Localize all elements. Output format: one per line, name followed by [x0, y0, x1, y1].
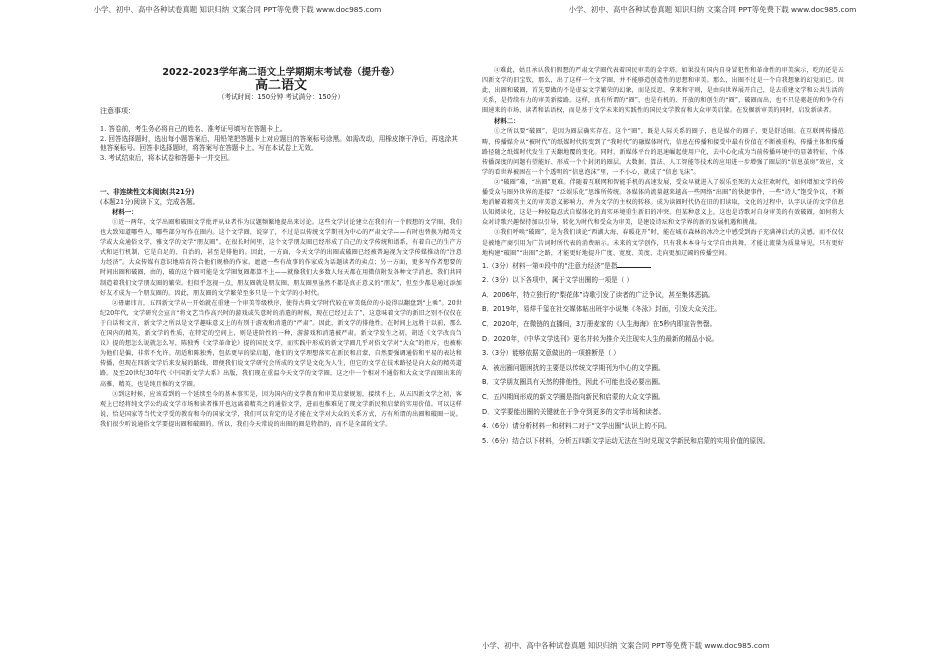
question-1: 1.（3分）材料一第①段中的“注意力经济”是指	[482, 259, 844, 274]
note-item: 3. 考试结束后，将本试卷和答题卡一并交回。	[100, 153, 234, 162]
question-4: 4.（6分）请分析材料一和材料二对于“文学出圈”认识上的不同。	[482, 422, 671, 431]
material-1-paragraph: ③到这时候，应该看到的一个延续至今的基本事实是，因为国内的文学教育和审美启蒙规划，接续不上，从五四新文学之初，客观上已经将纯文学公约或文学市场和读者推开也远离着精英之的通俗文学，进而也推难见了现文学新民和启蒙的实用价值。可以这样说，恰是国家等当代文学受的教育和今的国家文学，我们可以肯定的是才能在文学对大众的关系方式，方有所谓的出圈和破圈一说。我们很少听说通俗文学要提出圈和破圈的。所以，我们今天常说的出圈的圈是特指的，而不是全部的文学。	[100, 390, 462, 428]
material-2-paragraph: ①之所以要“破圈”，是因为圈层确实存在。这个“圈”，既是人际关系的圈子，也是媒介的圈子，更是舒适圈。在互联网传播范畴，传播媒介从“被时代”的纸媒时代转变到了“我时代”的融媒体时代，信息在传播和接受中最有价值在不断被重构。传播主体和传播路径随之纸媒时代发生了天翻地覆的变化。同时，新媒体平台的迅速崛起使用户化，去中心化成为当前传播环境中的显著特征，个体传播深度的问题有望能好、形成一个个封闭的圈层。大数据、算法、人工智能等技术的应用进一步增强了圈层的“信息茧房”效应，文学的看世界被困在一个个透明的“信息泡沫”里，一不小心，就成了“信息飞沫”。	[482, 128, 844, 176]
material-2-paragraph: ③我们呼唤“破圈”，是为我们谈论“西湖大海，春暖花开”时，能在城市森林的冰冷之中感受到海子充满神启式的灵感，而不仅仅是被地产商引用为广告词时所代表的消费暗示。未来的文学创作，只有我本本身与文学自由共舞，才能让流量为质量导见，只有更好地构建“破圈”“出圈”之路，才能更好地提升广度、宽度、美度、走向更加辽阔的传播空间。	[482, 229, 844, 257]
material-1-paragraph-4: ④难此，姑且承认我们假想的严肃文学圈代表着国民审美的金字塔。如果没有国内自身冒犯性和革命性的审美演示，吃的还是五四新文学的旧宝钦，那么，出了这样一个文学圈，并不能够造创造性的思想和审美。那么，出圈不过是一个自我想象的幻觉而已。因此，出圈和破圈，首先要做的不是虚妄文学繁荣的幻象，而是反思、拿来和守则，是由向世界展开自己，是去重建文学和公共生活的关系，是持续有力的审美新接路。这样，真有所谓的“圈”，也是有机的、开放的和创生的“圈”，破圈而出，也不只是驱赶的和争夺有圈速来的市场、读者和话语权，而是基于文学未来的实践性的国民文学教育和大众审美启蒙。在发掘新审美的同时，启发新读者。	[482, 67, 844, 115]
answer-blank[interactable]	[617, 261, 651, 268]
option-a[interactable]: A．2006年，特立独行的“梨花体”诗歌引发了读者的广泛争议，甚至集体恶搞。	[482, 290, 715, 299]
exam-info: （考试时间：150分钟 考试满分：150分）	[217, 93, 345, 101]
option-d[interactable]: D．2020年，《中华文学选刊》更名并转为推介关注现实人生的最新的精品小说。	[482, 334, 719, 343]
note-item: 1. 答卷前，考生务必将自己的姓名、准考证号填写在答题卡上。	[100, 125, 287, 133]
question-5: 5.（6分）结合以下材料，分析五四新文学运动无法在当时兑现文学新民和启蒙的实用价值的原因。	[482, 436, 770, 445]
option-d[interactable]: D．文学要能出圈的关键就在于争夺到更多的文学市场和读者。	[482, 407, 666, 416]
section-heading: 一、非连续性文本阅读(共21分)	[100, 188, 195, 196]
material-1-paragraph: ①近一两年，文学出圈和破圈文学批评从业者作为议题频繁地提出来讨论。这些文学讨论建立在我们有一个假想的文学圈，我们也大致知道哪些人、哪些部分写作在圈内。这个文学圈，说穿了，不过是以传统文学期刊为中心的严肃文学——有时也替换为精英文学或大众通俗文学，雅文学的文学“朋友圈”。在很长时间里，这个文学朋友圈已经形成了自己的文学传统和谱系，有着自己的生产方式和运行机制，它是自足的、自治的，甚至是排他的。因此，一方面，今天文学的出圈或破圈已经被普遍视为文学传媒推动的“注意力经济”。大众传媒有意识地培育符合他们规格的作家，遮遮一些有故事的作家成为话题读者的卖点；另一方面，更多写作者想要的时间出圈和破圈，由的，破的这个圈可能是文学圈复圈都算不上——就像我们大多数人每天都在用微信附发各种文学消息，我们共同制造着我们文学朋友圈的繁荣。但似乎忽视一点，朋友圈就是朋友圈，朋友圈里虽然不都是真正意义的“朋友”，但至少都是通过添加好友才成为一个朋友圈的。因此，朋友圈的文学繁荣至多只是一个文学的小时代。	[100, 219, 462, 297]
page-footer: 小学、初中、高中各种试卷真题 知识归纳 文案合同 PPT等免费下载 www.doc985.com	[482, 641, 770, 650]
option-c[interactable]: C．五四期间形成的新文学圈是指向新民和启蒙的大众文学圈。	[482, 393, 665, 402]
right-column	[482, 66, 844, 448]
option-c[interactable]: C．2020年，在微链的直播间，3万册麦家的《人生海海》在5秒内即宣告售罄。	[482, 320, 717, 329]
exam-title: 2022-2023学年高二语文上学期期末考试卷（提升卷）	[162, 67, 400, 78]
option-b[interactable]: B．文学朋友圈具有天然的排他性，因此不可能也没必要出圈。	[482, 378, 665, 387]
option-a[interactable]: A．被出圈问题困扰的主要是以传统文学期刊为中心的文学圈。	[482, 363, 665, 372]
option-b[interactable]: B．2019年，易烊千玺在社交媒体帖出班宇小说集《冬泳》封面，引发大众关注。	[482, 305, 721, 314]
left-column	[100, 64, 462, 430]
notes-heading: 注意事项：	[100, 107, 135, 115]
question-2: 2.（3分）以下各项中，属于文学出圈的一项是（ ）	[482, 276, 634, 285]
material-1-paragraph: ②毋庸讳言，五四新文学从一开始就在重建一个审美等级秩序，使得古典文学时代较在审美低位的小说得以翻盘到“上乘”。20世纪20年代，文学研究会宣言“将文艺当作高兴时的游戏或失意时的消遣的时候，现在已经过去了”，这意味着文学的新旧之别不仅仅在于白话和文言，新文学之所以是文学趣味意义上的有别于游戏和消遣的“严肃”。因此，新文学的排他性，在时间上远胜于以前，那么在国内的精英，新文学的性质，在特定的空间上，则是进阶性的一种，游游戏和消遣被严肃。新文学发生之初，胡适《文学改良刍议》提的想怎么说就怎么写，陈独秀《文学革命论》提的国民文学，而实践中形成的新文学圈几乎对俗文学对“大众”的拒斥，也被称为他们是偏，非常不允许。胡适和陈独秀，包括更早的梁启超，他们的文学理想落实在新民和启蒙，自然要强调通俗和平易的表达和传播，但现在四新文学后来发展的路线，即便我们说文学研究会所成的文学是文化为人生，但它的文学在技术路径是向大众的精英道路。及至20世纪30年代《中国新文学大系》出版，我们现在重温今天文学的文学圈，这之中一个相对不通俗和大众文学而圈出来的高雅、精英，也是纯且推的文学圈。	[100, 299, 462, 388]
material-1-label: 材料一：	[112, 208, 138, 216]
page-header-left: 小学、初中、高中各种试卷真题 知识归纳 文案合同 PPT等免费下载 www.doc985.com	[93, 5, 382, 14]
page-header-right: 小学、初中、高中各种试卷真题 知识归纳 文案合同 PPT等免费下载 www.doc985.com	[568, 5, 857, 14]
material-2-label: 材料二：	[494, 117, 520, 126]
material-2-paragraph: ②“破圈”难，“出圈”更难。伴随着互联网和智能手机的高速发展，受众早就进入了娱乐至死的大众狂欢时代，如何增加文学的传播受众与圈外世界的连接？“泛娱乐化”思维所传统。各媒体尚流量越来越高一些网络“出圈”的快捷事件，一些“诗人”饱受争议，不断地消解着精英主义的审美意义影响力，并为文学的主权的转移。成为读圈时代仍在旧的旧读取，文化的过程中，认字认证的文学信息认知阅读化，这是一种较隐忍式自媒体化的真实环境重生新旧的冲突。但某种意义上，这也是诗歌对自身审美的有效破圈，如何将大众对诗歌兴趣保持加以引导，转化为时代和受众为审美，是建设诗坛和文学界的新的发展机遇和挑战。	[482, 178, 844, 227]
question-3: 3.（3分）能够依据文意做出的一项推断是（ ）	[482, 349, 620, 358]
exam-subject: 高二语文	[254, 78, 307, 93]
section-subheading: (本题21分)阅读下文，完成各题。	[100, 198, 200, 206]
note-item: 2. 回答选择题时，选出每小题答案后，用铅笔把答题卡上对应题目的答案标号涂黑。如需改动，用橡皮擦干净后，再选涂其他答案标号。回答非选择题时，将答案写在答题卡上。写在本试卷上无效。	[100, 134, 458, 152]
